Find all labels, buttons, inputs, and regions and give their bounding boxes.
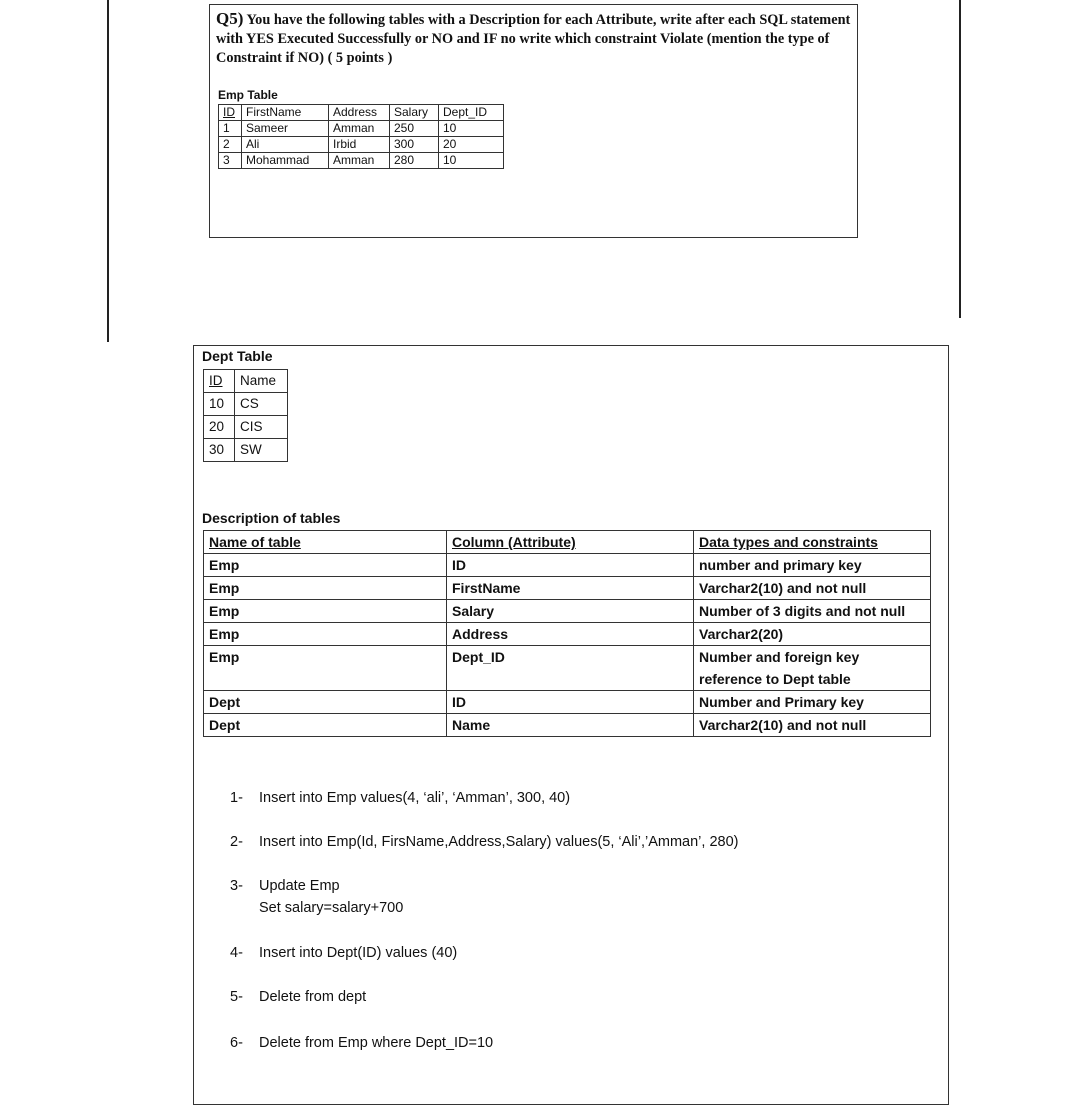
table-header-cell: Data types and constraints xyxy=(694,531,931,554)
table-cell: Salary xyxy=(447,600,694,623)
table-cell: 300 xyxy=(390,137,439,153)
table-cell: Varchar2(20) xyxy=(694,623,931,646)
table-row xyxy=(204,393,288,416)
table-cell: Number of 3 digits and not null xyxy=(694,600,931,623)
table-cell: 20 xyxy=(439,137,504,153)
table-cell: 10 xyxy=(204,393,235,416)
table-header-row xyxy=(204,531,931,554)
description-table xyxy=(203,530,931,737)
table-header-cell: Column (Attribute) xyxy=(447,531,694,554)
table-header-cell: ID xyxy=(219,105,242,121)
table-cell: Irbid xyxy=(329,137,390,153)
table-header-cell: Name xyxy=(235,370,288,393)
table-cell: Emp xyxy=(204,554,447,577)
table-row xyxy=(204,439,288,462)
table-cell: CIS xyxy=(235,416,288,439)
table-cell: Dept xyxy=(204,691,447,714)
table-cell: Name xyxy=(447,714,694,737)
table-row xyxy=(204,416,288,439)
table-cell: Emp xyxy=(204,646,447,691)
statement-5: 5- Delete from dept xyxy=(230,989,367,1005)
table-cell: Dept xyxy=(204,714,447,737)
table-header-cell: Salary xyxy=(390,105,439,121)
table-cell: Mohammad xyxy=(242,153,329,169)
table-cell: Amman xyxy=(329,153,390,169)
table-cell: 20 xyxy=(204,416,235,439)
dept-table-caption: Dept Table xyxy=(202,348,273,364)
table-row xyxy=(204,577,931,600)
statement-1: 1- Insert into Emp values(4, ‘ali’, ‘Amman’, 300, 40) xyxy=(230,790,571,806)
table-header-cell: ID xyxy=(204,370,235,393)
question-text: Q5) You have the following tables with a Description for each Attribute, write after each SQL statement with YES Executed Successfully or NO and IF no write which constraint Violate (mention the type of Constraint if NO) ( 5 points ) xyxy=(216,9,851,66)
table-cell: Emp xyxy=(204,623,447,646)
table-cell: 250 xyxy=(390,121,439,137)
table-cell: Ali xyxy=(242,137,329,153)
table-cell: 280 xyxy=(390,153,439,169)
table-cell: FirstName xyxy=(447,577,694,600)
dept-table xyxy=(203,369,288,462)
table-cell: Sameer xyxy=(242,121,329,137)
table-row xyxy=(219,121,504,137)
table-cell: Number and Primary key xyxy=(694,691,931,714)
table-row xyxy=(204,623,931,646)
table-cell: Address xyxy=(447,623,694,646)
statement-2: 2- Insert into Emp(Id, FirsName,Address,Salary) values(5, ‘Ali’,’Amman’, 280) xyxy=(230,834,739,850)
statement-4: 4- Insert into Dept(ID) values (40) xyxy=(230,945,458,961)
table-cell: Varchar2(10) and not null xyxy=(694,577,931,600)
table-cell: 10 xyxy=(439,153,504,169)
table-cell: ID xyxy=(447,691,694,714)
statement-6: 6- Delete from Emp where Dept_ID=10 xyxy=(230,1035,494,1051)
statement-3: 3- Update Emp Set salary=salary+700 xyxy=(230,878,404,916)
table-row xyxy=(204,600,931,623)
table-header-cell: Name of table xyxy=(204,531,447,554)
table-cell: Number and foreign key reference to Dept table xyxy=(694,646,931,691)
table-cell: 10 xyxy=(439,121,504,137)
table-cell: 3 xyxy=(219,153,242,169)
table-header-cell: Dept_ID xyxy=(439,105,504,121)
table-cell: ID xyxy=(447,554,694,577)
table-cell: CS xyxy=(235,393,288,416)
table-cell: Dept_ID xyxy=(447,646,694,691)
table-row xyxy=(204,554,931,577)
table-cell: Emp xyxy=(204,577,447,600)
table-row xyxy=(204,714,931,737)
table-cell: Amman xyxy=(329,121,390,137)
table-cell: 1 xyxy=(219,121,242,137)
table-row xyxy=(219,153,504,169)
table-cell: Emp xyxy=(204,600,447,623)
table-header-row xyxy=(204,370,288,393)
table-cell: SW xyxy=(235,439,288,462)
table-cell: 30 xyxy=(204,439,235,462)
description-caption: Description of tables xyxy=(202,510,341,526)
page-right-border xyxy=(959,0,961,318)
table-header-row xyxy=(219,105,504,121)
emp-table xyxy=(218,104,504,169)
table-cell: number and primary key xyxy=(694,554,931,577)
table-cell: 2 xyxy=(219,137,242,153)
emp-table-caption: Emp Table xyxy=(218,88,278,102)
table-row xyxy=(204,691,931,714)
table-header-cell: Address xyxy=(329,105,390,121)
page-left-border xyxy=(107,0,109,342)
table-cell: Varchar2(10) and not null xyxy=(694,714,931,737)
table-row xyxy=(204,646,931,691)
table-row xyxy=(219,137,504,153)
table-header-cell: FirstName xyxy=(242,105,329,121)
